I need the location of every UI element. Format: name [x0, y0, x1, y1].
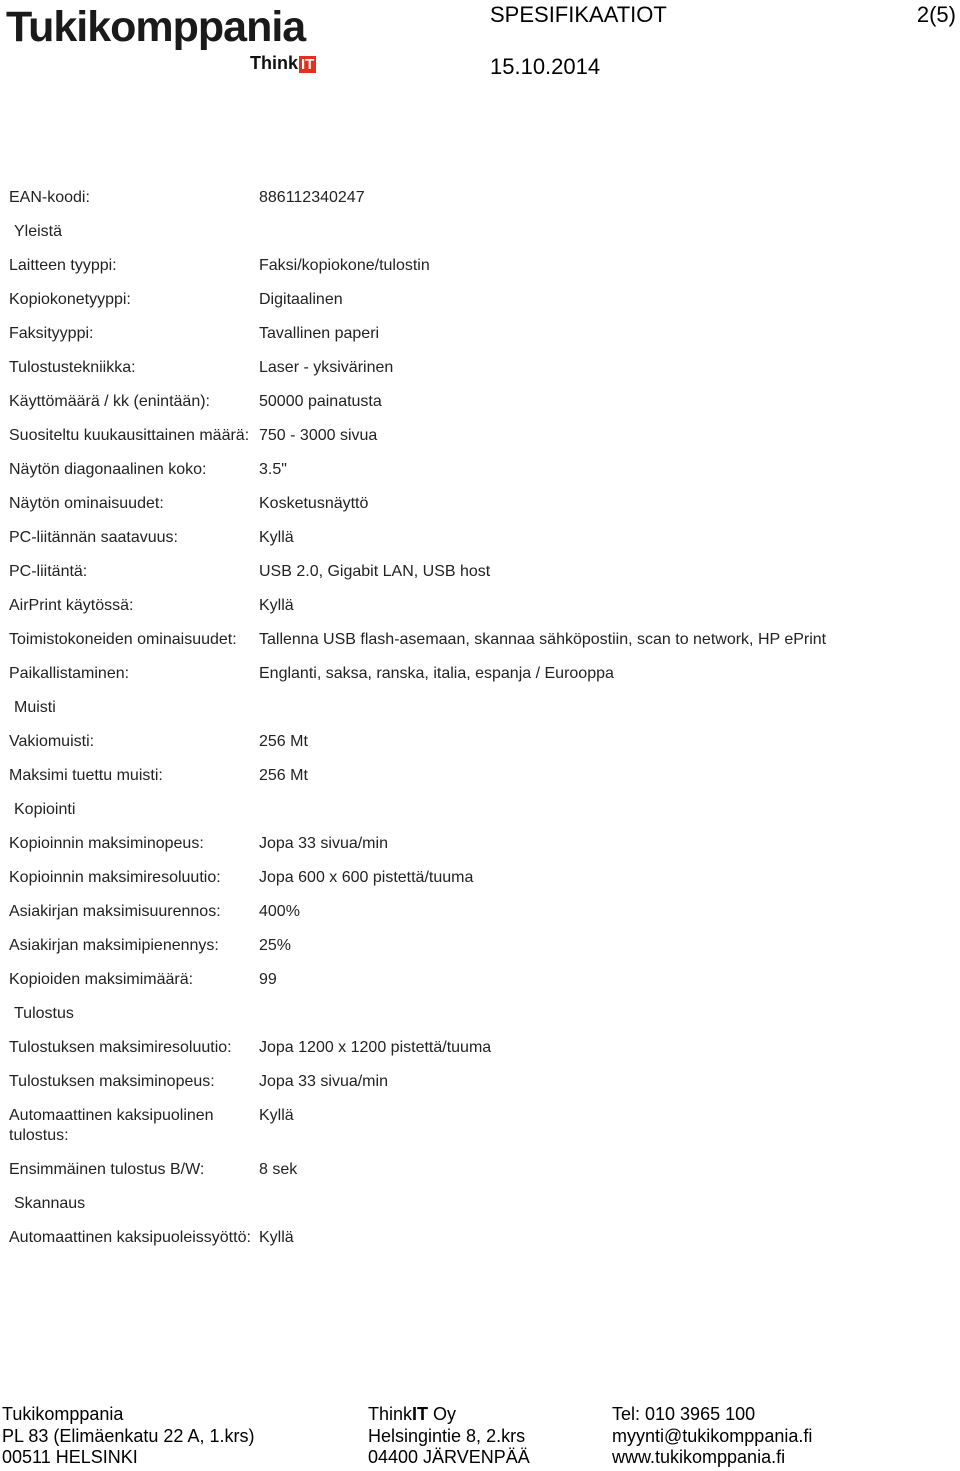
spec-row [9, 834, 954, 854]
spec-value: 99 [259, 971, 277, 988]
company-logo [6, 2, 336, 78]
footer-thinkit-name [368, 1404, 530, 1426]
footer-thinkit-name-think: Think [368, 1404, 413, 1424]
footer-company-column [2, 1404, 254, 1469]
spec-row [9, 562, 954, 582]
thinkit-logo [250, 54, 316, 72]
footer-thinkit-name-oy: Oy [428, 1404, 457, 1424]
spec-row [9, 936, 954, 956]
spec-value: 3.5" [259, 461, 287, 478]
spec-label: Kopioiden maksimimäärä: [9, 971, 194, 988]
spec-value: 25% [259, 937, 292, 954]
spec-row [9, 256, 954, 276]
spec-row [9, 392, 954, 412]
spec-label: Kopioinnin maksiminopeus: [9, 835, 204, 852]
spec-value: 8 sek [259, 1161, 298, 1178]
footer-company-city: 00511 HELSINKI [2, 1447, 138, 1467]
spec-row [9, 460, 954, 480]
document-date: 15.10.2014 [490, 54, 601, 79]
footer-phone: Tel: 010 3965 100 [612, 1404, 756, 1424]
spec-value: Kyllä [259, 597, 294, 614]
section-heading: Kopiointi [14, 801, 76, 818]
spec-row [9, 494, 954, 514]
spec-row [9, 1228, 954, 1248]
spec-row [9, 766, 954, 786]
spec-label: Laitteen tyyppi: [9, 257, 117, 274]
spec-row [9, 290, 954, 310]
spec-row [9, 188, 954, 208]
spec-value: Jopa 600 x 600 pistettä/tuuma [259, 869, 474, 886]
footer-company-name: Tukikomppania [2, 1404, 124, 1424]
spec-label: Näytön diagonaalinen koko: [9, 461, 207, 478]
spec-label: Suositeltu kuukausittainen määrä: [9, 427, 250, 444]
thinkit-logo-think: Think [250, 53, 298, 73]
spec-row [9, 528, 954, 548]
footer-email-link[interactable]: myynti@tukikomppania.fi [612, 1425, 813, 1446]
spec-label: Ensimmäinen tulostus B/W: [9, 1161, 205, 1178]
spec-value: Kyllä [259, 1107, 294, 1124]
spec-list [9, 188, 954, 1262]
spec-row [9, 1106, 954, 1146]
spec-label: Automaattinen kaksipuoleissyöttö: [9, 1229, 251, 1246]
spec-row [9, 902, 954, 922]
spec-value: Jopa 33 sivua/min [259, 1073, 388, 1090]
brand-name: Tukikomppania [6, 3, 306, 51]
spec-value: Kyllä [259, 1229, 294, 1246]
spec-value: Tallenna USB flash-asemaan, skannaa sähköpostiin, scan to network, HP ePrint [259, 631, 827, 648]
footer-thinkit-column [368, 1404, 530, 1469]
thinkit-logo-it: IT [301, 56, 315, 73]
spec-value: 256 Mt [259, 733, 308, 750]
section-heading: Muisti [14, 699, 56, 716]
spec-row [9, 1038, 954, 1058]
spec-row [9, 324, 954, 344]
spec-value: Englanti, saksa, ranska, italia, espanja / Eurooppa [259, 665, 614, 682]
spec-row [9, 426, 954, 446]
footer-contact-column [612, 1404, 812, 1469]
spec-value: 256 Mt [259, 767, 308, 784]
spec-label: Automaattinen kaksipuolinen tulostus: [9, 1107, 214, 1144]
spec-label: Vakiomuisti: [9, 733, 95, 750]
spec-value: Laser - yksivärinen [259, 359, 394, 376]
spec-label: Kopiokonetyyppi: [9, 291, 131, 308]
spec-row [9, 1072, 954, 1092]
spec-label: PC-liitännän saatavuus: [9, 529, 178, 546]
spec-label: Käyttömäärä / kk (enintään): [9, 393, 210, 410]
spec-row [9, 970, 954, 990]
spec-value: Kosketusnäyttö [259, 495, 369, 512]
spec-label: Tulostuksen maksimiresoluutio: [9, 1039, 232, 1056]
spec-value: 750 - 3000 sivua [259, 427, 378, 444]
spec-label: Kopioinnin maksimiresoluutio: [9, 869, 221, 886]
spec-label: Maksimi tuettu muisti: [9, 767, 163, 784]
footer-thinkit-city: 04400 JÄRVENPÄÄ [368, 1447, 530, 1467]
spec-label: Toimistokoneiden ominaisuudet: [9, 631, 237, 648]
spec-value: Kyllä [259, 529, 294, 546]
spec-label: EAN-koodi: [9, 189, 90, 206]
spec-label: Paikallistaminen: [9, 665, 130, 682]
spec-value: 50000 painatusta [259, 393, 382, 410]
spec-row [9, 1160, 954, 1180]
footer-website-link[interactable]: www.tukikomppania.fi [612, 1447, 786, 1467]
spec-row [9, 358, 954, 378]
spec-value: 400% [259, 903, 300, 920]
spec-label: Tulostustekniikka: [9, 359, 136, 376]
spec-row [9, 732, 954, 752]
spec-label: Tulostuksen maksiminopeus: [9, 1073, 215, 1090]
page-number: 2(5) [916, 2, 956, 27]
spec-value: Digitaalinen [259, 291, 343, 308]
spec-row [9, 664, 954, 684]
spec-label: PC-liitäntä: [9, 563, 88, 580]
spec-row [9, 868, 954, 888]
footer-thinkit-name-it: IT [412, 1404, 429, 1424]
spec-row [9, 630, 954, 650]
spec-value: Faksi/kopiokone/tulostin [259, 257, 430, 274]
spec-label: AirPrint käytössä: [9, 597, 134, 614]
section-heading: Yleistä [14, 223, 63, 240]
footer-thinkit-address: Helsingintie 8, 2.krs [368, 1425, 526, 1446]
spec-value: 886112340247 [259, 189, 365, 206]
spec-label: Faksityyppi: [9, 325, 94, 342]
spec-value: Jopa 1200 x 1200 pistettä/tuuma [259, 1039, 492, 1056]
footer-company-address: PL 83 (Elimäenkatu 22 A, 1.krs) [2, 1425, 255, 1446]
spec-value: USB 2.0, Gigabit LAN, USB host [259, 563, 491, 580]
document-title: SPESIFIKAATIOT [490, 2, 667, 27]
spec-value: Tavallinen paperi [259, 325, 380, 342]
section-heading: Skannaus [14, 1195, 86, 1212]
spec-value: Jopa 33 sivua/min [259, 835, 388, 852]
spec-label: Näytön ominaisuudet: [9, 495, 164, 512]
spec-row [9, 596, 954, 616]
spec-label: Asiakirjan maksimisuurennos: [9, 903, 221, 920]
section-heading: Tulostus [14, 1005, 74, 1022]
spec-label: Asiakirjan maksimipienennys: [9, 937, 219, 954]
